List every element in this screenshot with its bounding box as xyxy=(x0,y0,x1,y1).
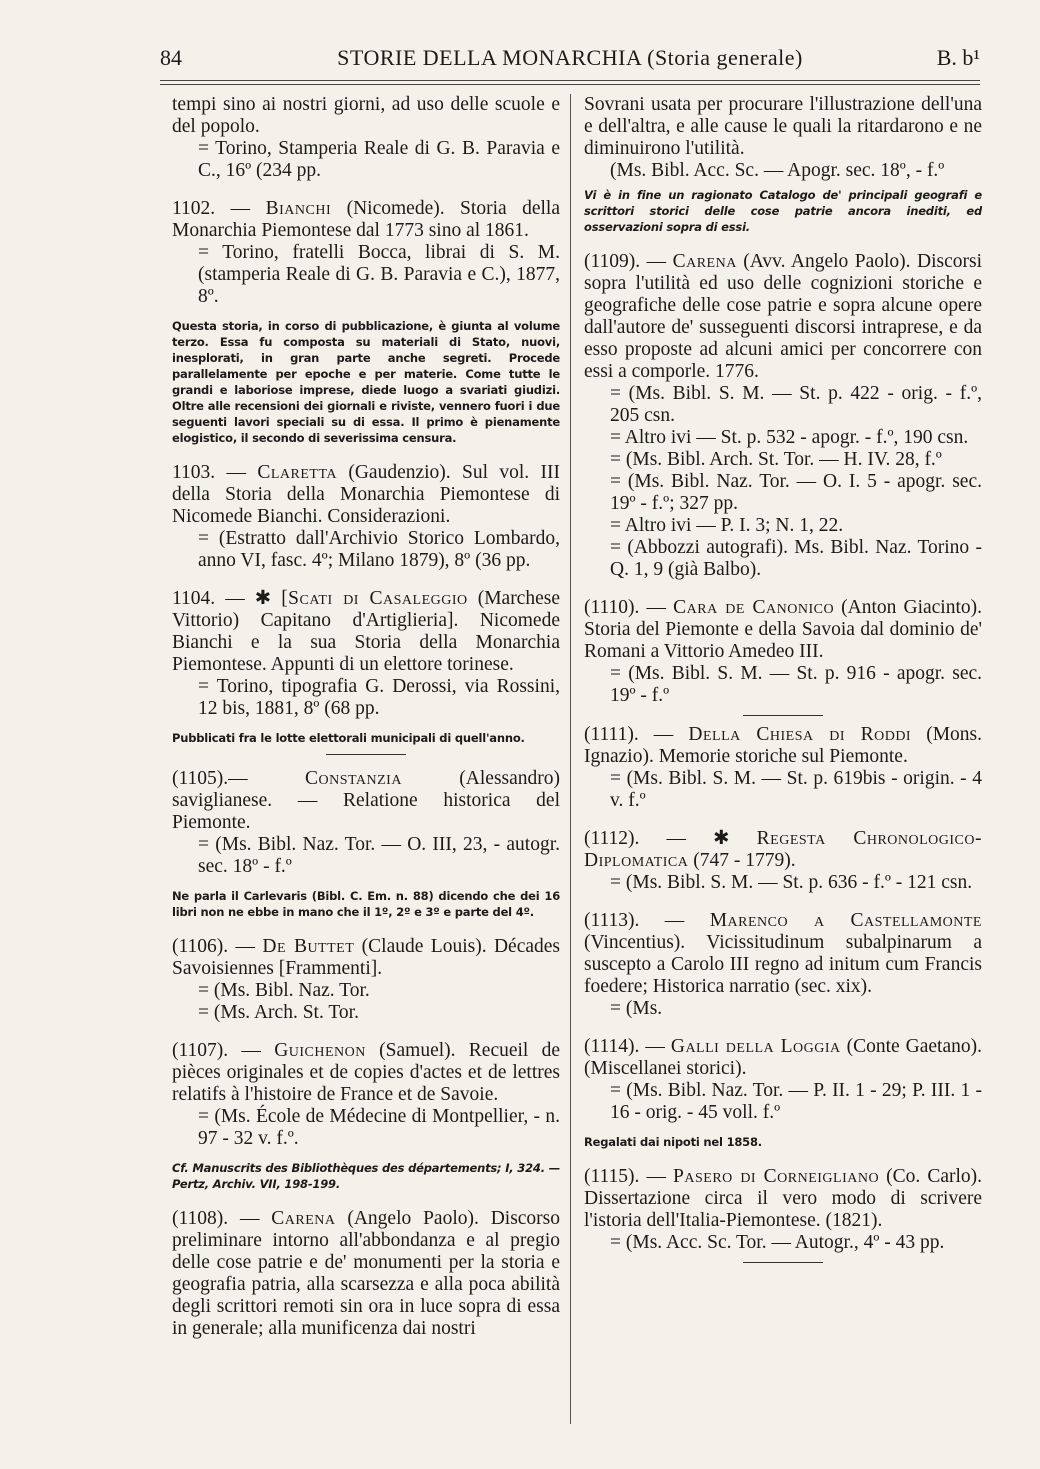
entry-1113-imprint: = (Ms. xyxy=(610,998,663,1019)
entry-1108: (1108). — Carena (Angelo Paolo). Discorso preliminare intorno all'abbondanza e al pregio delle cose patrie e de' monumenti per la storia e geografia patria, alla scarsezza e alla poca abilità degli scrittori remoti sin ora in luce sopra di essa in generale; alla munificenza dai nostri xyxy=(172,1208,560,1339)
continued-imprint: = Torino, Stamperia Reale di G. B. Paravia e C., 16º (234 pp. xyxy=(198,138,560,181)
entry-1104: 1104. — ✱ [Scati di Casaleggio (Marchese Vittorio) Capitano d'Artiglieria]. Nicomede Bianchi e la sua Storia della Monarchia Piemontese. Appunti di un elettore torinese. xyxy=(172,588,560,675)
entry-1114: (1114). — Galli della Loggia (Conte Gaetano). (Miscellanei storici). xyxy=(584,1036,982,1079)
entry-1102-note: Questa storia, in corso di pubblicazione, è giunta al volume terzo. Essa fu composta su materiali di Stato, nuovi, inesplorati, in gran parte anche segreti. Procede parallelamente per epoche e per materie. Come tutte le grandi e laboriose imprese, diede luogo a svariati giudizi. Oltre alle recensioni dei giornali e riviste, vennero fuori i due seguenti lavori speciali su di essa. Il primo è pienamente elogistico, il secondo di severissima censura. xyxy=(172,319,560,445)
continued-note-right: Vi è in fine un ragionato Catalogo de' principali geografi e scrittori storici delle cose patrie ancora inediti, ed osservazioni sopra di essi. xyxy=(584,188,982,234)
entry-1109-imprint-6: = (Abbozzi autografi). Ms. Bibl. Naz. Torino - Q. 1, 9 (già Balbo). xyxy=(610,537,982,580)
entry-1109-imprint-3: = (Ms. Bibl. Arch. St. Tor. — H. IV. 28, f.º xyxy=(610,449,942,470)
column-divider xyxy=(570,94,571,1424)
entry-1105-imprint: = (Ms. Bibl. Naz. Tor. — O. III, 23, - autogr. sec. 18º - f.º xyxy=(198,834,560,877)
left-column xyxy=(172,94,560,1424)
entry-1109-imprint-1: = (Ms. Bibl. S. M. — St. p. 422 - orig. - f.º, 205 csn. xyxy=(610,383,982,426)
entry-1105: (1105).— Constanzia (Alessandro) saviglianese. — Relatione historica del Piemonte. xyxy=(172,768,560,833)
end-separator xyxy=(743,1262,823,1263)
entry-1109: (1109). — Carena (Avv. Angelo Paolo). Discorsi sopra l'utilità ed uso delle cognizioni storiche e geografiche delle cose patrie e sopra alcune opere dall'autore de' susseguenti discorsi intraprese, e da esso proposte ad alcuni amici per concorrere con essi a comporle. 1776. xyxy=(584,251,982,382)
entry-1115-imprint: = (Ms. Acc. Sc. Tor. — Autogr., 4º - 43 pp. xyxy=(610,1232,945,1253)
entry-1109-imprint-5: = Altro ivi — P. I. 3; N. 1, 22. xyxy=(610,515,844,536)
entry-1102: 1102. — Bianchi (Nicomede). Storia della Monarchia Piemontese dal 1773 sino al 1861. xyxy=(172,198,560,241)
header-rule xyxy=(160,80,980,81)
entry-1109-imprint-2: = Altro ivi — St. p. 532 - apogr. - f.º, 190 csn. xyxy=(610,427,969,448)
continued-imprint-right: (Ms. Bibl. Acc. Sc. — Apogr. sec. 18º, - f.º xyxy=(610,160,945,181)
entry-1102-imprint: = Torino, fratelli Bocca, librai di S. M. (stamperia Reale di G. B. Paravia e C.), 1877, 8º. xyxy=(198,242,560,307)
entry-1107-note: Cf. Manuscrits des Bibliothèques des départements; I, 324. — Pertz, Archiv. VII, 198-199. xyxy=(172,1161,560,1191)
section-separator xyxy=(326,754,406,755)
entry-1110: (1110). — Cara de Canonico (Anton Giacinto). Storia del Piemonte e della Savoia dal dominio de' Romani a Vittorio Amedeo III. xyxy=(584,597,982,662)
entry-1106-imprint-2: = (Ms. Arch. St. Tor. xyxy=(198,1002,359,1023)
entry-1114-note: Regalati dai nipoti nel 1858. xyxy=(584,1135,762,1149)
running-title: STORIE DELLA MONARCHIA (Storia generale) xyxy=(337,45,803,70)
entry-1114-imprint: = (Ms. Bibl. Naz. Tor. — P. II. 1 - 29; P. III. 1 - 16 - orig. - 45 voll. f.º xyxy=(610,1080,982,1123)
header-rule-second xyxy=(160,84,980,85)
entry-1107-imprint: = (Ms. École de Médecine di Montpellier, - n. 97 - 32 v. f.º. xyxy=(198,1106,560,1149)
entry-1103-imprint: = (Estratto dall'Archivio Storico Lombardo, anno VI, fasc. 4º; Milano 1879), 8º (36 pp. xyxy=(198,528,560,571)
entry-1112: (1112). — ✱ Regesta Chronologico-Diplomatica (747 - 1779). xyxy=(584,828,982,871)
entry-1110-imprint: = (Ms. Bibl. S. M. — St. p. 916 - apogr. sec. 19º - f.º xyxy=(610,663,982,706)
entry-1106-imprint-1: = (Ms. Bibl. Naz. Tor. xyxy=(198,980,370,1001)
entry-1105-note: Ne parla il Carlevaris (Bibl. C. Em. n. 88) dicendo che dei 16 libri non ne ebbe in mano che il 1º, 2º e 3º e parte del 4º. xyxy=(172,889,560,919)
signature-mark: B. b¹ xyxy=(936,45,980,70)
entry-1112-imprint: = (Ms. Bibl. S. M. — St. p. 636 - f.º - 121 csn. xyxy=(610,872,973,893)
continued-text-right: Sovrani usata per procurare l'illustrazione dell'una e dell'altra, e alle cause le quali la ritardarono e ne diminuirono l'utilità. xyxy=(584,94,982,159)
entry-1111: (1111). — Della Chiesa di Roddi (Mons. Ignazio). Memorie storiche sul Piemonte. xyxy=(584,724,982,767)
page-number: 84 xyxy=(160,45,182,70)
entry-1103: 1103. — Claretta (Gaudenzio). Sul vol. III della Storia della Monarchia Piemontese di Nicomede Bianchi. Considerazioni. xyxy=(172,462,560,527)
right-column xyxy=(584,94,982,1424)
entry-1109-imprint-4: = (Ms. Bibl. Naz. Tor. — O. I. 5 - apogr. sec. 19º - f.º; 327 pp. xyxy=(610,471,982,514)
entry-1107: (1107). — Guichenon (Samuel). Recueil de pièces originales et de copies d'actes et de lettres relatifs à l'histoire de France et de Savoie. xyxy=(172,1040,560,1105)
entry-1115: (1115). — Pasero di Corneigliano (Co. Carlo). Dissertazione circa il vero modo di scrivere l'istoria dell'Italia-Piemontese. (1821). xyxy=(584,1166,982,1231)
entry-1106: (1106). — De Buttet (Claude Louis). Décades Savoisiennes [Frammenti]. xyxy=(172,936,560,979)
section-separator-right xyxy=(743,715,823,716)
entry-1104-note: Pubblicati fra le lotte elettorali municipali di quell'anno. xyxy=(172,731,525,745)
entry-1113: (1113). — Marenco a Castellamonte (Vincentius). Vicissitudinum subalpinarum a suscepto a Carolo III regno ad initum cum Francis foedere; Historica narratio (sec. xix). xyxy=(584,910,982,997)
entry-1111-imprint: = (Ms. Bibl. S. M. — St. p. 619bis - origin. - 4 v. f.º xyxy=(610,768,982,811)
continued-text: tempi sino ai nostri giorni, ad uso delle scuole e del popolo. xyxy=(172,94,560,137)
running-header xyxy=(160,38,980,78)
entry-1104-imprint: = Torino, tipografia G. Derossi, via Rossini, 12 bis, 1881, 8º (68 pp. xyxy=(198,676,560,719)
